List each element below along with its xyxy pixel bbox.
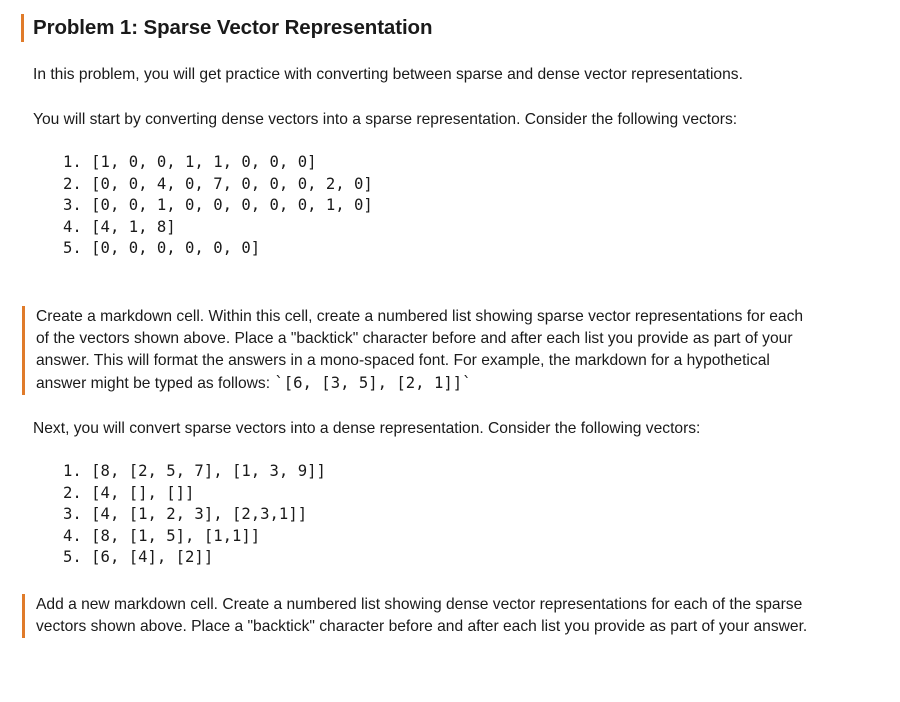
- instruction1-line4-text: answer might be typed as follows:: [36, 375, 275, 392]
- heading-accent-bar: [21, 14, 24, 42]
- list-item: 2. [0, 0, 4, 0, 7, 0, 0, 0, 2, 0]: [63, 174, 373, 193]
- instruction-callout-2: [22, 594, 807, 638]
- instruction1-line4: [36, 372, 803, 395]
- list-item: 1. [1, 0, 0, 1, 1, 0, 0, 0]: [63, 153, 317, 171]
- page-title: Problem 1: Sparse Vector Representation: [33, 16, 433, 39]
- list-item: 4. [8, [1, 5], [1,1]]: [63, 526, 261, 545]
- list-item: 3. [4, [1, 2, 3], [2,3,1]]: [63, 505, 308, 523]
- dense-vector-list: [63, 152, 373, 260]
- list-item: 2. [4, [], []]: [63, 483, 195, 502]
- part1-intro: You will start by converting dense vectors into a sparse representation. Consider the following vectors:: [33, 111, 738, 128]
- sparse-vector-list: [63, 461, 326, 569]
- list-item: 5. [0, 0, 0, 0, 0, 0]: [63, 239, 261, 257]
- heading-block: [21, 14, 432, 42]
- instruction2-line2: vectors shown above. Place a "backtick" character before and after each list you provide as part of your answer.: [36, 618, 808, 635]
- list-item: 1. [8, [2, 5, 7], [1, 3, 9]]: [63, 462, 326, 480]
- instruction1-line2: of the vectors shown above. Place a "backtick" character before and after each list you provide as part of your: [36, 330, 793, 347]
- list-item: 4. [4, 1, 8]: [63, 217, 176, 236]
- instruction2-line1: Add a new markdown cell. Create a numbered list showing dense vector representations for each of the sparse: [36, 596, 803, 613]
- instruction1-line1: Create a markdown cell. Within this cell, create a numbered list showing sparse vector representations for each: [36, 308, 804, 325]
- example-code: `[6, [3, 5], [2, 1]]`: [274, 374, 472, 392]
- part2-intro: Next, you will convert sparse vectors into a dense representation. Consider the following vectors:: [33, 420, 701, 437]
- intro-paragraph: In this problem, you will get practice with converting between sparse and dense vector representations.: [33, 66, 743, 83]
- instruction-callout-1: [22, 306, 803, 395]
- list-item: 3. [0, 0, 1, 0, 0, 0, 0, 0, 1, 0]: [63, 196, 373, 214]
- instruction1-line3: answer. This will format the answers in a mono-spaced font. For example, the markdown for a hypothetical: [36, 352, 770, 369]
- list-item: 5. [6, [4], [2]]: [63, 548, 214, 566]
